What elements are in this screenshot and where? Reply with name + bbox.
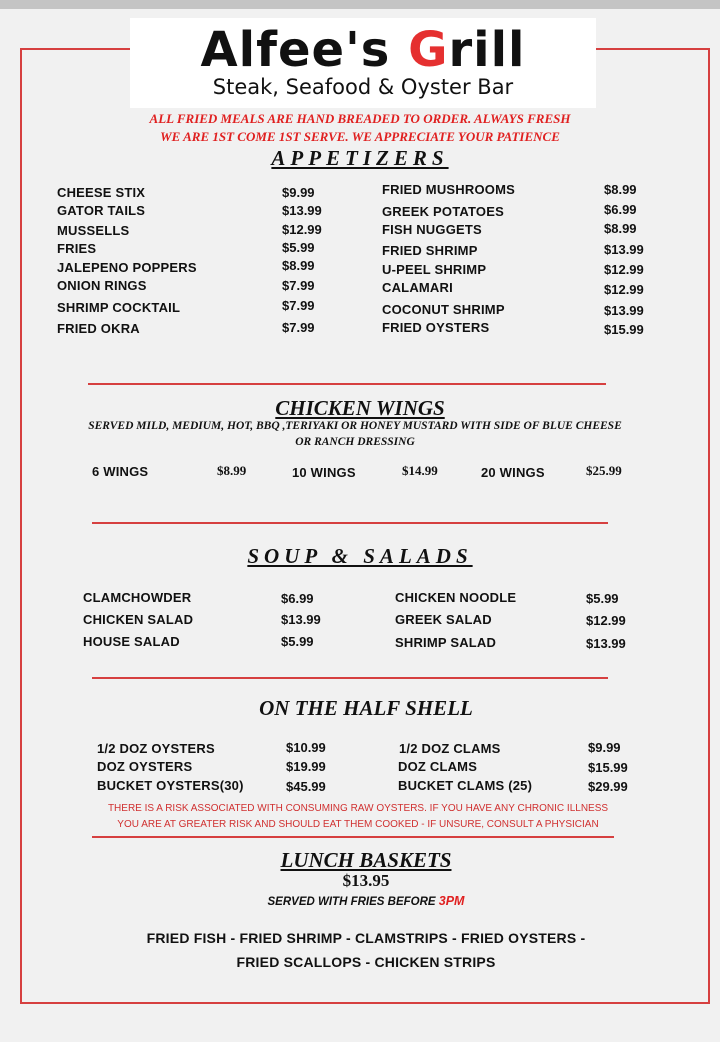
item-price: $6.99 <box>604 202 637 217</box>
list-item: 1/2 DOZ CLAMS <box>399 741 501 756</box>
list-item: GREEK SALAD <box>395 612 492 627</box>
list-item: FRIED OYSTERS <box>382 320 490 335</box>
raw-oyster-warning-1: THERE IS A RISK ASSOCIATED WITH CONSUMING RAW OYSTERS. IF YOU HAVE ANY CHRONIC ILLNESS <box>107 803 609 814</box>
item-price: $12.99 <box>604 262 644 277</box>
item-price: $7.99 <box>282 320 315 335</box>
list-item: HOUSE SALAD <box>83 634 180 649</box>
list-item: SHRIMP SALAD <box>395 635 497 650</box>
logo <box>130 18 596 108</box>
lunch-items-line-2: FRIED SCALLOPS - CHICKEN STRIPS <box>236 954 496 970</box>
logo-title-part1: Alfee's <box>200 22 409 78</box>
item-price: $13.99 <box>604 303 644 318</box>
list-item: 20 WINGS <box>481 465 545 480</box>
lunch-heading: LUNCH BASKETS <box>280 848 452 872</box>
list-item: FRIED SHRIMP <box>382 243 478 258</box>
notice-line-2: WE ARE 1ST COME 1ST SERVE. WE APPRECIATE YOUR PATIENCE <box>160 129 560 144</box>
item-price: $13.99 <box>604 242 644 257</box>
wings-description-1: SERVED MILD, MEDIUM, HOT, BBQ ,TERIYAKI OR HONEY MUSTARD WITH SIDE OF BLUE CHEESE <box>88 420 622 432</box>
list-item: 1/2 DOZ OYSTERS <box>97 741 215 756</box>
list-item: SHRIMP COCKTAIL <box>57 300 181 315</box>
list-item: CHEESE STIX <box>57 185 146 200</box>
list-item: GREEK POTATOES <box>382 204 504 219</box>
list-item: BUCKET CLAMS (25) <box>398 778 533 793</box>
item-price: $12.99 <box>282 222 322 237</box>
lunch-served-note <box>0 894 720 908</box>
list-item: 10 WINGS <box>292 465 356 480</box>
item-price: $5.99 <box>281 634 314 649</box>
item-price: $8.99 <box>604 182 637 197</box>
list-item: CLAMCHOWDER <box>83 590 192 605</box>
list-item: DOZ OYSTERS <box>97 759 193 774</box>
raw-oyster-warning-2: YOU ARE AT GREATER RISK AND SHOULD EAT THEM COOKED - IF UNSURE, CONSULT A PHYSICIAN <box>117 819 599 830</box>
item-price: $15.99 <box>588 760 628 775</box>
item-price: $10.99 <box>286 740 326 755</box>
section-divider <box>92 677 608 679</box>
item-price: $9.99 <box>588 740 621 755</box>
item-price: $25.99 <box>586 463 622 478</box>
item-price: $5.99 <box>586 591 619 606</box>
list-item: MUSSELLS <box>57 223 130 238</box>
item-price: $12.99 <box>604 282 644 297</box>
soups-heading: SOUP & SALADS <box>247 544 473 568</box>
item-price: $8.99 <box>282 258 315 273</box>
item-price: $13.99 <box>586 636 626 651</box>
list-item: ONION RINGS <box>57 278 147 293</box>
list-item: CHICKEN SALAD <box>83 612 194 627</box>
item-price: $7.99 <box>282 298 315 313</box>
list-item: GATOR TAILS <box>57 203 146 218</box>
list-item: FRIED MUSHROOMS <box>382 182 515 197</box>
item-price: $13.99 <box>281 612 321 627</box>
item-price: $14.99 <box>402 463 438 478</box>
item-price: $5.99 <box>282 240 315 255</box>
list-item: FRIES <box>57 241 97 256</box>
appetizers-heading: APPETIZERS <box>271 146 449 170</box>
lunch-served-time: 3PM <box>438 894 465 908</box>
list-item: FRIED OKRA <box>57 321 140 336</box>
list-item: U-PEEL SHRIMP <box>382 262 487 277</box>
lunch-price: $13.95 <box>342 871 390 890</box>
item-price: $6.99 <box>281 591 314 606</box>
lunch-served-text: SERVED WITH FRIES BEFORE <box>267 896 439 908</box>
list-item: COCONUT SHRIMP <box>382 302 505 317</box>
list-item: 6 WINGS <box>92 464 149 479</box>
item-price: $8.99 <box>604 221 637 236</box>
list-item: FISH NUGGETS <box>382 222 482 237</box>
wings-heading: CHICKEN WINGS <box>275 396 445 420</box>
item-price: $7.99 <box>282 278 315 293</box>
lunch-items-line-1: FRIED FISH - FRIED SHRIMP - CLAMSTRIPS - FRIED OYSTERS - <box>146 930 586 946</box>
list-item: CALAMARI <box>382 280 453 295</box>
logo-title-part2: rill <box>448 22 526 78</box>
notice-line-1: ALL FRIED MEALS ARE HAND BREADED TO ORDER. ALWAYS FRESH <box>149 111 571 126</box>
list-item: CHICKEN NOODLE <box>395 590 517 605</box>
item-price: $9.99 <box>282 185 315 200</box>
logo-title-g: G <box>408 22 449 78</box>
section-divider <box>88 383 606 385</box>
halfshell-heading: ON THE HALF SHELL <box>259 696 473 720</box>
wings-description-2: OR RANCH DRESSING <box>295 436 415 448</box>
list-item: JALEPENO POPPERS <box>57 260 197 275</box>
section-divider <box>92 836 614 838</box>
list-item: DOZ CLAMS <box>398 759 478 774</box>
item-price: $19.99 <box>286 759 326 774</box>
item-price: $29.99 <box>588 779 628 794</box>
item-price: $45.99 <box>286 779 326 794</box>
item-price: $15.99 <box>604 322 644 337</box>
item-price: $8.99 <box>217 463 247 478</box>
logo-subtitle: Steak, Seafood & Oyster Bar <box>212 75 514 99</box>
list-item: BUCKET OYSTERS(30) <box>97 778 244 793</box>
item-price: $13.99 <box>282 203 322 218</box>
logo-title <box>130 24 596 76</box>
section-divider <box>92 522 608 524</box>
item-price: $12.99 <box>586 613 626 628</box>
top-bar <box>0 0 720 9</box>
